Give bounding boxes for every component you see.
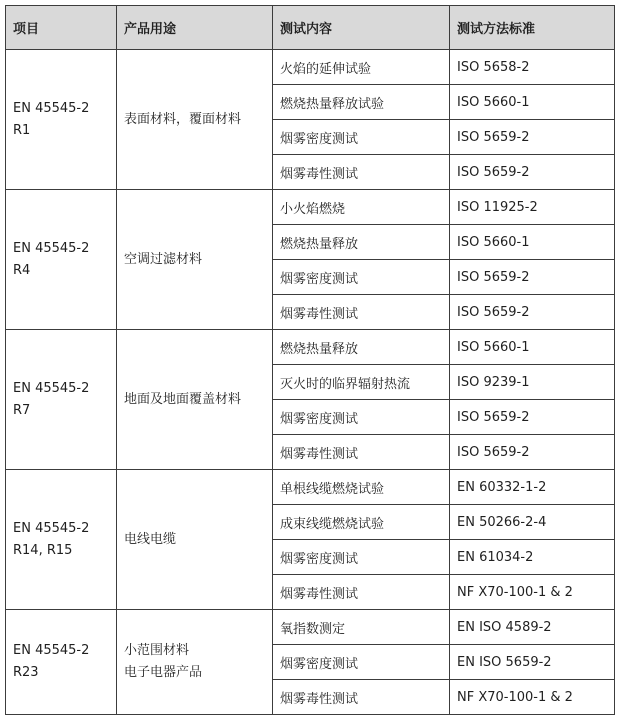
item-line: R1 [13, 122, 31, 138]
item-line: EN 45545-2 [13, 643, 90, 658]
test-content-cell: 小火焰燃烧 [273, 190, 450, 225]
test-standard-cell: ISO 5660-1 [450, 225, 615, 260]
product-use-cell [117, 470, 273, 610]
product-use-cell [117, 610, 273, 715]
test-standard-cell: ISO 11925-2 [450, 190, 615, 225]
header-row [6, 6, 615, 50]
product-use-line: 空调过滤材料 [124, 251, 203, 267]
table-header [6, 6, 615, 50]
test-content-cell: 烟雾毒性测试 [273, 575, 450, 610]
table-row [6, 470, 615, 505]
product-use-line: 电子电器产品 [124, 665, 203, 680]
test-standard-cell: ISO 5658-2 [450, 50, 615, 85]
item-cell [6, 610, 117, 715]
item-line: R7 [13, 402, 31, 418]
test-standard-cell: ISO 5659-2 [450, 400, 615, 435]
test-content-cell: 火焰的延伸试验 [273, 50, 450, 85]
test-standard-cell: EN ISO 4589-2 [450, 610, 615, 645]
table-row [6, 190, 615, 225]
test-content-cell: 成束线缆燃烧试验 [273, 505, 450, 540]
test-standard-cell: EN ISO 5659-2 [450, 645, 615, 680]
item-line: EN 45545-2 [13, 520, 90, 536]
test-content-cell: 烟雾密度测试 [273, 120, 450, 155]
test-content-cell: 烟雾密度测试 [273, 540, 450, 575]
test-content-cell: 烟雾密度测试 [273, 260, 450, 295]
test-content-cell: 燃烧热量释放 [273, 330, 450, 365]
test-content-cell: 灭火时的临界辐射热流 [273, 365, 450, 400]
item-line: EN 45545-2 [13, 380, 90, 396]
test-standard-cell: EN 50266-2-4 [450, 505, 615, 540]
item-cell [6, 330, 117, 470]
product-use-cell [117, 330, 273, 470]
product-use-cell [117, 50, 273, 190]
test-standard-cell: NF X70-100-1 & 2 [450, 575, 615, 610]
test-content-cell: 单根线缆燃烧试验 [273, 470, 450, 505]
product-use-line: 表面材料，覆面材料 [124, 111, 242, 127]
product-use-line: 地面及地面覆盖材料 [124, 391, 242, 407]
test-standard-cell: ISO 5660-1 [450, 330, 615, 365]
header-test-content: 测试内容 [273, 6, 450, 50]
test-standard-cell: ISO 5659-2 [450, 155, 615, 190]
item-cell [6, 50, 117, 190]
item-line: R14, R15 [13, 542, 73, 558]
standards-table [5, 5, 615, 715]
table-row [6, 610, 615, 645]
product-use-cell [117, 190, 273, 330]
table-body [6, 50, 615, 715]
item-cell [6, 470, 117, 610]
test-standard-cell: ISO 5659-2 [450, 260, 615, 295]
test-standard-cell: ISO 5659-2 [450, 435, 615, 470]
test-content-cell: 烟雾毒性测试 [273, 680, 450, 715]
table-row [6, 330, 615, 365]
test-standard-cell: EN 61034-2 [450, 540, 615, 575]
item-line: R23 [13, 665, 39, 680]
test-standard-cell: ISO 5659-2 [450, 120, 615, 155]
test-standard-cell: ISO 9239-1 [450, 365, 615, 400]
test-content-cell: 烟雾毒性测试 [273, 295, 450, 330]
product-use-line: 小范围材料 [124, 643, 190, 658]
test-content-cell: 烟雾毒性测试 [273, 435, 450, 470]
item-line: EN 45545-2 [13, 240, 90, 256]
table-row [6, 50, 615, 85]
header-product-use: 产品用途 [117, 6, 273, 50]
test-content-cell: 燃烧热量释放 [273, 225, 450, 260]
test-content-cell: 烟雾密度测试 [273, 645, 450, 680]
header-item: 项目 [6, 6, 117, 50]
test-standard-cell: ISO 5659-2 [450, 295, 615, 330]
item-cell [6, 190, 117, 330]
test-content-cell: 氧指数测定 [273, 610, 450, 645]
test-standard-cell: NF X70-100-1 & 2 [450, 680, 615, 715]
product-use-line: 电线电缆 [124, 531, 177, 547]
test-content-cell: 烟雾密度测试 [273, 400, 450, 435]
test-content-cell: 烟雾毒性测试 [273, 155, 450, 190]
item-line: EN 45545-2 [13, 100, 90, 116]
header-test-standard: 测试方法标准 [450, 6, 615, 50]
item-line: R4 [13, 262, 31, 278]
test-content-cell: 燃烧热量释放试验 [273, 85, 450, 120]
test-standard-cell: ISO 5660-1 [450, 85, 615, 120]
test-standard-cell: EN 60332-1-2 [450, 470, 615, 505]
